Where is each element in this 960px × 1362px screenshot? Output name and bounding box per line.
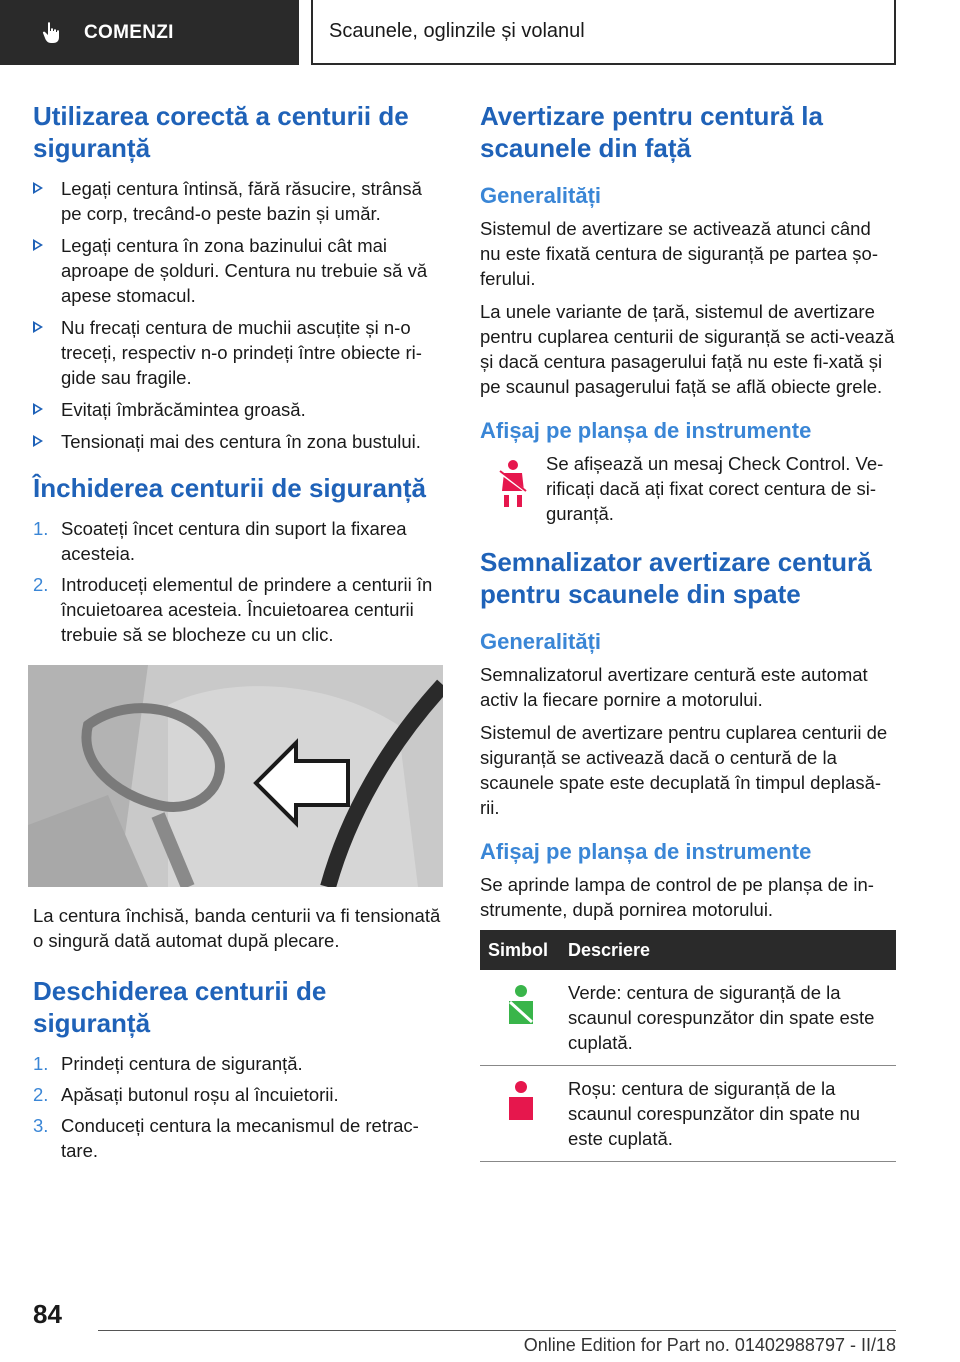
- triangle-bullet-icon: [33, 239, 43, 251]
- paragraph: Semnalizatorul avertizare centură este automat activ la fiecare pornire a motorului.: [480, 664, 868, 710]
- table-header-row: [480, 930, 896, 970]
- list-item: Tensionați mai des centura în zona bustului.: [33, 429, 445, 454]
- list-item: Nu frecați centura de muchii ascuțite și n-o treceți, respectiv n-o prindeți între obiecte ri-gide sau fragile.: [33, 315, 445, 390]
- seatbelt-fastened-icon: [504, 984, 538, 1032]
- right-column: [480, 100, 896, 1162]
- heading-closing-belt: Închiderea centurii de siguranță: [33, 473, 426, 503]
- heading-front-warning: Avertizare pentru centură la scaunele din față: [480, 101, 823, 163]
- step-item: 2. Apăsați butonul roșu al încuietorii.: [33, 1084, 339, 1105]
- description-cell: Verde: centura de siguranță de la scaunul corespunzător din spate este cuplată.: [560, 970, 896, 1066]
- page-number: 84: [33, 1299, 62, 1329]
- paragraph: Sistemul de avertizare se activează atunci când nu este fixată centura de siguranță pe partea șo-ferului.: [480, 218, 879, 289]
- triangle-bullet-icon: [33, 435, 43, 447]
- triangle-bullet-icon: [33, 182, 43, 194]
- column-header-description: Descriere: [560, 930, 896, 970]
- list-item: Legați centura întinsă, fără răsucire, strânsă pe corp, trecând-o peste bazin și umăr.: [33, 176, 445, 226]
- paragraph: Sistemul de avertizare pentru cuplarea centurii de siguranță se activează dacă o centură de la scaunele spate este decuplată în timpul deplasă-rii.: [480, 722, 888, 818]
- edition-text: Online Edition for Part no. 01402988797 - II/18: [523, 1335, 896, 1355]
- triangle-bullet-icon: [33, 321, 43, 333]
- heading-rear-warning: Semnalizator avertizare centură pentru scaunele din spate: [480, 547, 872, 609]
- paragraph: La unele variante de țară, sistemul de avertizare pentru cuplarea centurii de siguranță se acti-vează și dacă centura pasagerului față nu este fi-xată și pe scaunul pasagerului față se află obiecte grele.: [480, 301, 895, 397]
- subheading-instrument-display: Afișaj pe planșa de instrumente: [480, 839, 812, 864]
- list-item: Legați centura în zona bazinului cât mai aproape de șolduri. Centura nu trebuie să vă apese stomacul.: [33, 233, 445, 308]
- closing-steps: [33, 516, 445, 647]
- list-item: Evitați îmbrăcămintea groasă.: [33, 397, 445, 422]
- column-header-symbol: Simbol: [480, 930, 560, 970]
- description-cell: Roșu: centura de siguranță de la scaunul corespunzător din spate nu este cuplată.: [560, 1066, 896, 1162]
- seatbelt-photo: [28, 665, 443, 887]
- footer-divider: [98, 1330, 896, 1331]
- table-row: [480, 970, 896, 1066]
- chapter-tab-label: COMENZI: [84, 21, 174, 43]
- triangle-bullet-icon: [33, 403, 43, 415]
- seatbelt-warning-icon: [496, 459, 530, 509]
- step-item: 1. Prindeți centura de siguranță.: [33, 1053, 303, 1074]
- subheading-general: Generalități: [480, 183, 602, 208]
- seatbelt-unfastened-icon: [504, 1080, 538, 1128]
- step-item: 2. Introduceți elementul de prindere a centurii în încuietoarea acesteia. Încuietoarea centurii trebuie să se blocheze cu un clic.: [33, 574, 433, 645]
- left-column: [33, 100, 445, 1181]
- check-control-text: Se afișează un mesaj Check Control. Ve-rificați dacă ați fixat corect centura de si-guranță.: [546, 453, 884, 524]
- step-item: 3. Conduceți centura la mecanismul de retrac-tare.: [33, 1115, 419, 1161]
- opening-steps: [33, 1051, 445, 1163]
- step-item: 1. Scoateți încet centura din suport la fixarea acesteia.: [33, 518, 407, 564]
- heading-opening-belt: Deschiderea centurii de siguranță: [33, 976, 327, 1038]
- subheading-instrument-display: Afișaj pe planșa de instrumente: [480, 418, 812, 443]
- after-closing-note: La centura închisă, banda centurii va fi tensionată o singură dată automat după plecare.: [33, 905, 441, 951]
- table-row: [480, 1066, 896, 1162]
- pointing-hand-icon: [42, 22, 62, 44]
- header-tab: [0, 0, 299, 65]
- heading-correct-usage: Utilizarea corectă a centurii de siguranță: [33, 101, 409, 163]
- section-title: Scaunele, oglinzile și volanul: [311, 0, 896, 65]
- symbol-table: [480, 930, 896, 1162]
- paragraph: Se aprinde lampa de control de pe planșa de in-strumente, după pornirea motorului.: [480, 874, 874, 920]
- usage-list: [33, 176, 445, 454]
- subheading-general: Generalități: [480, 629, 602, 654]
- check-control-row: [480, 451, 896, 526]
